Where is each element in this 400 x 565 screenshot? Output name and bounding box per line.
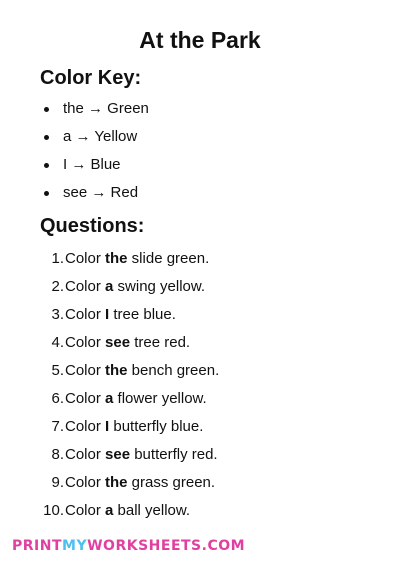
question-item (36, 385, 219, 413)
question-lead: Color (65, 418, 106, 435)
question-number: 1. (51, 250, 64, 267)
question-text (65, 301, 176, 329)
question-rest: ball yellow. (113, 502, 191, 519)
color-key-item (44, 179, 149, 207)
bullet-icon (44, 191, 49, 196)
question-item (36, 413, 219, 441)
bullet-icon (44, 135, 49, 140)
question-sight-word: a (105, 390, 114, 407)
question-rest: slide green. (127, 250, 210, 267)
color-key-item (44, 151, 149, 179)
question-sight-word: I (105, 306, 110, 323)
question-rest: butterfly blue. (109, 418, 204, 435)
question-item (36, 441, 219, 469)
question-text (65, 245, 209, 273)
question-number: 8. (51, 446, 64, 463)
question-number: 6. (51, 390, 64, 407)
question-rest: tree red. (130, 334, 191, 351)
question-rest: tree blue. (109, 306, 176, 323)
question-sight-word: I (105, 418, 110, 435)
page-title: At the Park (139, 27, 261, 53)
question-number: 10. (43, 502, 64, 519)
question-number: 4. (51, 334, 64, 351)
question-rest: flower yellow. (113, 390, 207, 407)
question-item (36, 245, 219, 273)
logo-part-worksheets: WORKSHEETS.COM (87, 538, 246, 554)
site-logo (12, 537, 245, 555)
question-sight-word: the (105, 362, 128, 379)
question-sight-word: see (105, 446, 131, 463)
question-number: 7. (51, 418, 64, 435)
question-sight-word: the (105, 474, 128, 491)
question-item (36, 301, 219, 329)
question-lead: Color (65, 362, 106, 379)
question-sight-word: a (105, 278, 114, 295)
question-text (65, 441, 218, 469)
question-rest: swing yellow. (113, 278, 206, 295)
questions-heading: Questions: (40, 215, 145, 237)
color-key-item (44, 95, 149, 123)
question-text (65, 273, 205, 301)
question-lead: Color (65, 502, 106, 519)
color-key-item (44, 123, 149, 151)
question-text (65, 385, 207, 413)
question-sight-word: the (105, 250, 128, 267)
bullet-icon (44, 107, 49, 112)
question-number: 9. (51, 474, 64, 491)
color-key-heading: Color Key: (40, 67, 142, 89)
question-text (65, 413, 203, 441)
color-key-list (44, 95, 149, 207)
logo-part-my: MY (62, 538, 88, 554)
questions-list (36, 245, 219, 525)
question-item (36, 497, 219, 525)
question-lead: Color (65, 446, 106, 463)
question-text (65, 497, 190, 525)
bullet-icon (44, 163, 49, 168)
question-item (36, 469, 219, 497)
question-text (65, 469, 215, 497)
color-key-text: I → Blue (63, 156, 121, 173)
question-rest: bench green. (127, 362, 220, 379)
question-rest: butterfly red. (130, 446, 218, 463)
question-number: 3. (51, 306, 64, 323)
question-lead: Color (65, 390, 106, 407)
question-number: 5. (51, 362, 64, 379)
question-sight-word: a (105, 502, 114, 519)
question-text (65, 357, 219, 385)
question-lead: Color (65, 474, 106, 491)
question-lead: Color (65, 334, 106, 351)
color-key-text: a → Yellow (63, 128, 138, 145)
question-item (36, 273, 219, 301)
question-lead: Color (65, 306, 106, 323)
question-item (36, 329, 219, 357)
question-text (65, 329, 190, 357)
logo-part-print: PRINT (12, 538, 63, 554)
question-number: 2. (51, 278, 64, 295)
question-sight-word: see (105, 334, 131, 351)
question-item (36, 357, 219, 385)
color-key-text: the → Green (63, 100, 149, 117)
color-key-text: see → Red (63, 184, 139, 201)
question-rest: grass green. (127, 474, 216, 491)
question-lead: Color (65, 278, 106, 295)
question-lead: Color (65, 250, 106, 267)
